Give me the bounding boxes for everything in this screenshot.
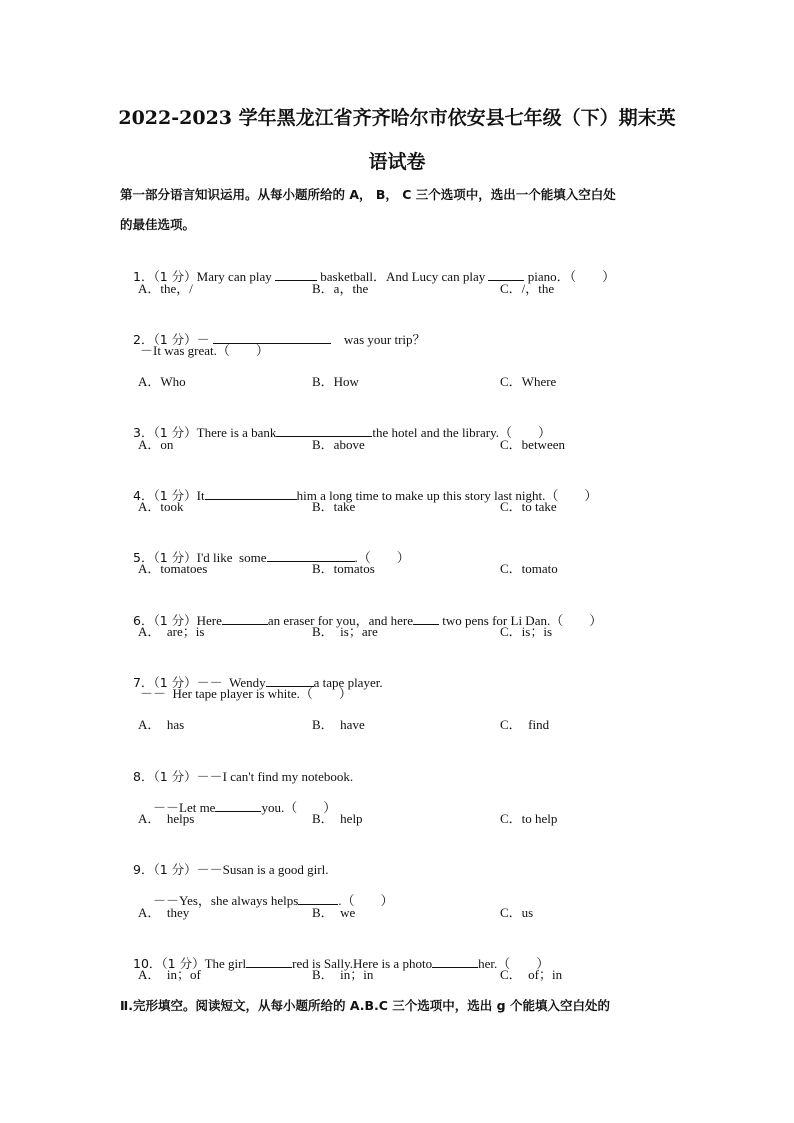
option-b: B．tomatos <box>312 561 375 576</box>
option-c: C．to help <box>500 811 558 826</box>
question-text: －－Yes，she always helps <box>153 893 299 908</box>
question-number: 2．（1 分） <box>133 332 197 347</box>
question-text: It <box>196 488 205 503</box>
question-text: There is a bank <box>196 425 277 440</box>
option-a: A．Who <box>138 374 186 389</box>
question-text: piano．（ ） <box>524 269 616 284</box>
answer-blank <box>432 955 478 968</box>
question-text: two pens for Li Dan.（ ） <box>439 613 603 628</box>
question-text: .（ ） <box>354 550 410 565</box>
option-b: B． we <box>312 905 356 920</box>
section2-instruction: Ⅱ.完形填空。阅读短文，从每小题所给的 A.B.C 三个选项中，选出 g 个能填入空白处的 <box>120 998 610 1013</box>
option-c: C．/，the <box>500 281 555 296</box>
title-line-1: 2022-2023 学年黑龙江省齐齐哈尔市依安县七年级（下）期末英 <box>118 107 676 129</box>
question-2-reply: －It was great.（ ） <box>140 343 269 358</box>
option-c: C．between <box>500 437 565 452</box>
question-text: －－I can't find my notebook. <box>196 769 354 784</box>
answer-blank <box>205 487 297 500</box>
option-c: C．Where <box>500 374 557 389</box>
question-number: 6．（1 分） <box>133 613 197 628</box>
section1-instruction-line2: 的最佳选项。 <box>120 217 196 232</box>
option-c: C．to take <box>500 499 557 514</box>
question-text: Mary can play <box>196 269 275 284</box>
question-text: －－Let me <box>153 800 216 815</box>
option-c: C．tomato <box>500 561 558 576</box>
question-7-reply: －－ Her tape player is white.（ ） <box>140 686 352 701</box>
option-c: C．us <box>500 905 534 920</box>
question-text: her.（ ） <box>478 956 550 971</box>
question-text: him a long time to make up this story last night.（ ） <box>296 488 598 503</box>
option-a: A．tomatoes <box>138 561 208 576</box>
option-a: A．took <box>138 499 184 514</box>
option-b: B． have <box>312 717 365 732</box>
question-10 <box>120 934 549 994</box>
question-text: a tape player. <box>313 675 383 690</box>
question-6 <box>120 591 602 651</box>
option-a: A．on <box>138 437 174 452</box>
question-number: 4．（1 分） <box>133 488 197 503</box>
answer-blank <box>275 268 317 281</box>
option-a: A．the，/ <box>138 281 193 296</box>
option-b: B． in；in <box>312 967 374 982</box>
option-a: A． are；is <box>138 624 205 639</box>
question-text: Here <box>196 613 222 628</box>
question-text: The girl <box>204 956 247 971</box>
question-5 <box>120 528 410 588</box>
answer-blank <box>222 612 268 625</box>
section1-instruction-line1: 第一部分语言知识运用。从每小题所给的 A， B， C 三个选项中，选出一个能填入空白处 <box>120 187 616 202</box>
option-c: C． find <box>500 717 550 732</box>
question-number: 7．（1 分） <box>133 675 197 690</box>
answer-blank <box>246 955 292 968</box>
option-b: B．How <box>312 374 359 389</box>
answer-blank <box>413 612 439 625</box>
question-text: an eraser for you，and here <box>267 613 414 628</box>
question-number: 10．（1 分） <box>133 956 205 971</box>
title-line-2: 语试卷 <box>368 151 426 173</box>
question-number: 8．（1 分） <box>133 769 197 784</box>
option-b: B． is；are <box>312 624 378 639</box>
option-b: B．above <box>312 437 365 452</box>
option-a: A． has <box>138 717 185 732</box>
option-b: B． help <box>312 811 363 826</box>
question-text: red is Sally.Here is a photo <box>292 956 433 971</box>
question-text: .（ ） <box>338 893 394 908</box>
question-2 <box>120 310 426 370</box>
question-text: basketball．And Lucy can play <box>316 269 489 284</box>
question-number: 1．（1 分） <box>133 269 197 284</box>
question-7 <box>120 653 383 713</box>
question-text: was your trip？ <box>330 332 426 347</box>
option-b: B．take <box>312 499 356 514</box>
option-b: B．a，the <box>312 281 369 296</box>
option-c: C． of；in <box>500 967 563 982</box>
question-4 <box>120 466 597 526</box>
exam-title <box>100 96 694 184</box>
question-text: － <box>196 332 213 347</box>
question-text: you.（ ） <box>261 800 337 815</box>
answer-blank <box>215 799 261 812</box>
question-8-reply <box>140 778 336 838</box>
question-text: the hotel and the library.（ ） <box>372 425 552 440</box>
question-number: 9．（1 分） <box>133 862 197 877</box>
question-text: －－ Wendy <box>196 675 266 690</box>
option-a: A． they <box>138 905 190 920</box>
question-number: 5．（1 分） <box>133 550 197 565</box>
question-number: 3．（1 分） <box>133 425 197 440</box>
question-text: I'd like some <box>196 550 267 565</box>
question-text: －－Susan is a good girl. <box>196 862 329 877</box>
option-a: A． in；of <box>138 967 201 982</box>
option-a: A． helps <box>138 811 195 826</box>
option-c: C．is；is <box>500 624 553 639</box>
